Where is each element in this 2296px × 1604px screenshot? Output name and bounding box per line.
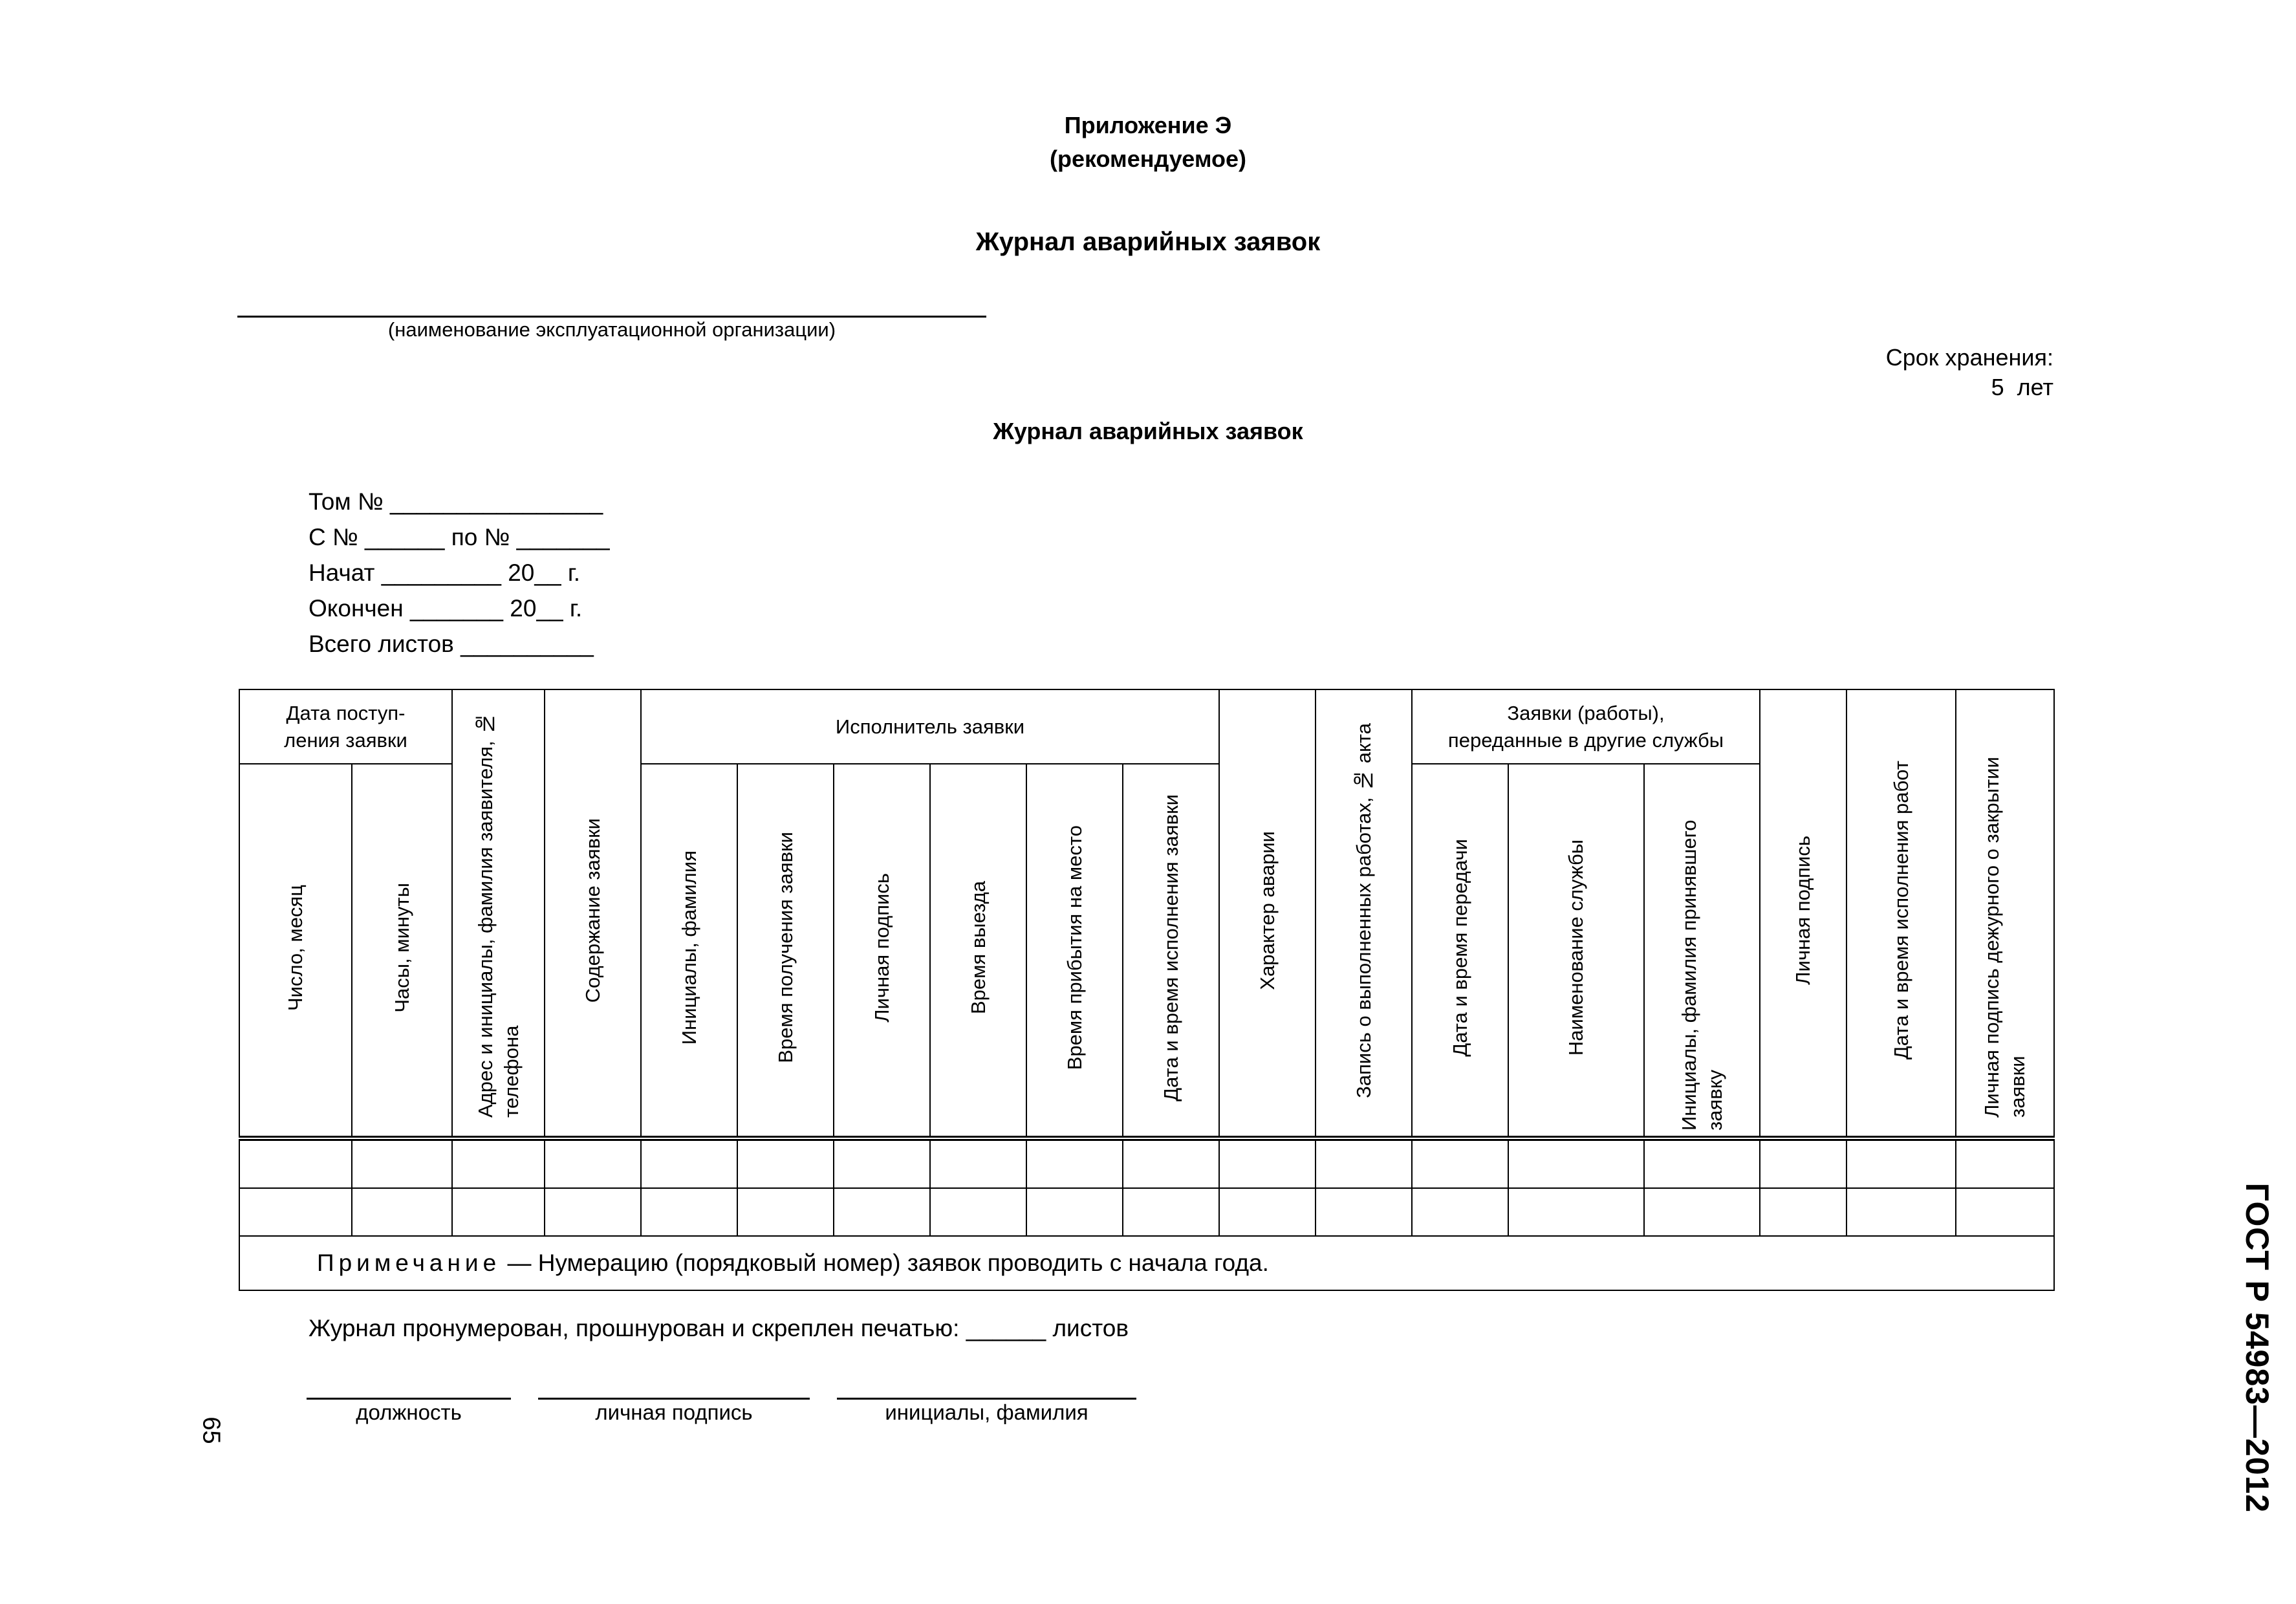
position-line: [307, 1398, 511, 1400]
header-exec-departure: [930, 764, 1026, 1138]
table-row: [239, 1188, 2054, 1236]
header-exec-received: [737, 764, 834, 1138]
header-work-completion-text: Дата и время исполнения работ: [1889, 761, 1912, 1060]
header-work-record-text: Запись о выполненных работах, № акта: [1352, 722, 1375, 1098]
header-signature-text: Личная подпись: [1792, 836, 1814, 985]
signature-line: [538, 1398, 810, 1400]
header-exec-completion-text: Дата и время исполнения заявки: [1159, 794, 1182, 1101]
note-text: — Нумерацию (порядковый номер) заявок проводить с начала года.: [501, 1250, 1269, 1276]
emergency-requests-table: [239, 689, 2055, 1291]
header-content: [545, 689, 641, 1138]
header-address-text: Адрес и инициалы, фамилия заявителя, № телефона: [473, 712, 523, 1118]
header-exec-completion: [1123, 764, 1219, 1138]
header-work-record: [1316, 689, 1412, 1138]
start-date-field: Начат _________ 20__ г.: [309, 559, 581, 586]
header-exec-arrival: [1026, 764, 1123, 1138]
header-exec-name-text: Инициалы, фамилия: [677, 850, 700, 1045]
storage-period: [1886, 343, 2053, 402]
signature-caption: личная подпись: [595, 1400, 753, 1424]
table-note: [239, 1236, 2054, 1290]
volume-fields: [309, 484, 610, 662]
header-hours-minutes-text: Часы, минуты: [390, 882, 413, 1013]
name-caption: инициалы, фамилия: [885, 1400, 1088, 1424]
name-line: [837, 1398, 1136, 1400]
end-date-field: Окончен _______ 20__ г.: [309, 595, 583, 622]
header-acceptor-name-text: Инициалы, фамилия принявшего заявку: [1677, 819, 1726, 1131]
header-hours-minutes: [352, 764, 452, 1138]
table-row: [239, 1138, 2054, 1188]
storage-value: 5 лет: [1991, 374, 2053, 400]
header-transferred: Заявки (работы), переданные в другие службы: [1412, 689, 1760, 764]
appendix-note: (рекомендуемое): [1050, 146, 1246, 172]
numbered-statement: Журнал пронумерован, прошнурован и скреплен печатью: ______ листов: [309, 1315, 1129, 1341]
header-transfer-datetime-text: Дата и время передачи: [1448, 838, 1471, 1057]
header-exec-departure-text: Время выезда: [966, 880, 990, 1015]
position-caption: должность: [356, 1400, 462, 1424]
header-address: [452, 689, 545, 1138]
header-work-completion: [1847, 689, 1956, 1138]
appendix-label: Приложение Э: [1064, 112, 1232, 138]
header-service-name: [1508, 764, 1644, 1138]
organization-name-line: [237, 316, 986, 318]
header-executor: Исполнитель заявки: [641, 689, 1219, 764]
document-title: Журнал аварийных заявок: [975, 228, 1321, 256]
storage-label: Срок хранения:: [1885, 344, 2053, 371]
header-duty-signature-text: Личная подпись дежурного о закрытии заявки: [1980, 756, 2029, 1118]
header-accident-type-text: Характер аварии: [1255, 830, 1279, 990]
header-day-month-text: Число, месяц: [284, 884, 307, 1011]
page-number: 65: [197, 1416, 225, 1444]
header-acceptor-name: [1644, 764, 1760, 1138]
header-exec-received-text: Время получения заявки: [774, 832, 797, 1063]
record-range-field: С № ______ по № _______: [309, 524, 610, 550]
header-content-text: Содержание заявки: [581, 818, 604, 1003]
header-service-name-text: Наименование службы: [1565, 839, 1587, 1056]
header-day-month: [239, 764, 352, 1138]
header-exec-signature: [834, 764, 930, 1138]
header-exec-arrival-text: Время прибытия на место: [1063, 825, 1086, 1070]
header-signature: [1760, 689, 1847, 1138]
header-exec-name: [641, 764, 737, 1138]
journal-title: Журнал аварийных заявок: [993, 418, 1303, 444]
note-label: Примечание: [317, 1250, 501, 1276]
header-date-received: Дата поступ- ления заявки: [239, 689, 452, 764]
total-sheets-field: Всего листов __________: [309, 631, 594, 657]
volume-number-field: Том № ________________: [309, 488, 603, 515]
header-duty-signature: [1956, 689, 2054, 1138]
header-accident-type: [1219, 689, 1316, 1138]
organization-caption: (наименование эксплуатационной организации): [387, 318, 836, 341]
header-transfer-datetime: [1412, 764, 1508, 1138]
standard-designation: ГОСТ Р 54983—2012: [2239, 1182, 2275, 1513]
header-exec-signature-text: Личная подпись: [870, 872, 893, 1023]
appendix-heading: [0, 109, 2296, 176]
